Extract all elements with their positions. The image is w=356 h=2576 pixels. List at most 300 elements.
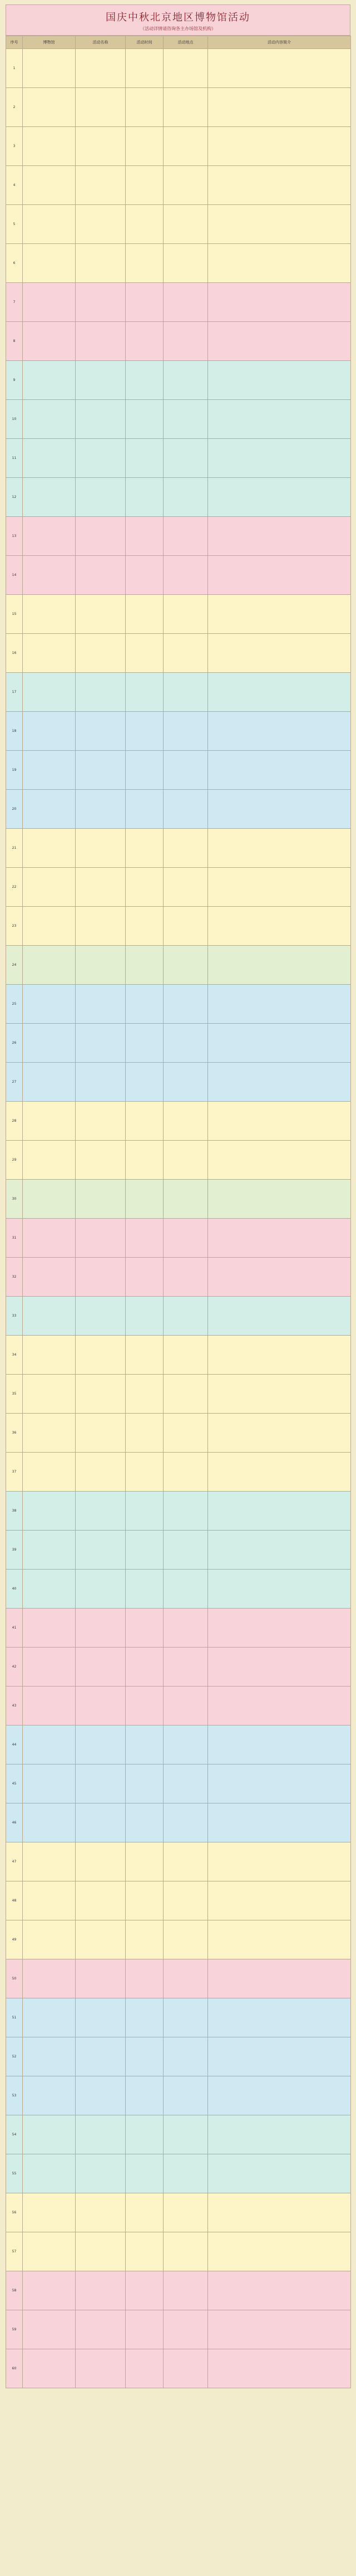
row-index: 27 bbox=[6, 1063, 23, 1102]
row-event-name bbox=[76, 127, 126, 166]
row-event-name bbox=[76, 1570, 126, 1609]
row-event-time bbox=[126, 1609, 164, 1648]
table-row bbox=[6, 244, 351, 283]
row-event-time bbox=[126, 1648, 164, 1687]
row-index: 15 bbox=[6, 595, 23, 634]
row-index: 4 bbox=[6, 166, 23, 205]
column-header-index: 序号 bbox=[6, 36, 23, 49]
row-index: 30 bbox=[6, 1180, 23, 1219]
row-event-description bbox=[208, 322, 351, 361]
row-event-description bbox=[208, 1375, 351, 1414]
table-row bbox=[6, 1453, 351, 1492]
row-event-name bbox=[76, 88, 126, 127]
row-event-description bbox=[208, 2193, 351, 2232]
row-index: 12 bbox=[6, 478, 23, 517]
table-row bbox=[6, 2115, 351, 2154]
row-museum bbox=[23, 1024, 76, 1063]
table-row bbox=[6, 322, 351, 361]
row-event-place bbox=[164, 127, 208, 166]
table-row bbox=[6, 1180, 351, 1219]
row-event-name bbox=[76, 361, 126, 400]
row-event-place bbox=[164, 1687, 208, 1726]
row-museum bbox=[23, 1920, 76, 1959]
table-row bbox=[6, 1726, 351, 1764]
row-index: 5 bbox=[6, 205, 23, 244]
table-row bbox=[6, 595, 351, 634]
row-event-place bbox=[164, 166, 208, 205]
row-event-description bbox=[208, 1297, 351, 1336]
row-event-time bbox=[126, 829, 164, 868]
row-museum bbox=[23, 556, 76, 595]
row-museum bbox=[23, 283, 76, 322]
table-row bbox=[6, 1063, 351, 1102]
row-event-time bbox=[126, 1414, 164, 1453]
row-event-place bbox=[164, 205, 208, 244]
table-row bbox=[6, 1920, 351, 1959]
table-row bbox=[6, 1024, 351, 1063]
row-index: 3 bbox=[6, 127, 23, 166]
row-museum bbox=[23, 1336, 76, 1375]
row-event-place bbox=[164, 361, 208, 400]
row-event-description bbox=[208, 88, 351, 127]
row-event-name bbox=[76, 322, 126, 361]
table-row bbox=[6, 283, 351, 322]
row-event-name bbox=[76, 1998, 126, 2037]
table-row bbox=[6, 1570, 351, 1609]
row-event-name bbox=[76, 439, 126, 478]
column-header-event-name: 活动名称 bbox=[76, 36, 126, 49]
row-index: 43 bbox=[6, 1687, 23, 1726]
row-museum bbox=[23, 1881, 76, 1920]
row-event-time bbox=[126, 1219, 164, 1258]
row-index: 17 bbox=[6, 673, 23, 712]
row-event-description bbox=[208, 1764, 351, 1803]
row-event-description bbox=[208, 244, 351, 283]
row-museum bbox=[23, 2232, 76, 2271]
row-event-description bbox=[208, 1414, 351, 1453]
row-event-description bbox=[208, 1453, 351, 1492]
row-event-time bbox=[126, 868, 164, 907]
row-event-place bbox=[164, 1726, 208, 1764]
table-row bbox=[6, 751, 351, 790]
row-event-name bbox=[76, 49, 126, 88]
row-index: 38 bbox=[6, 1492, 23, 1531]
row-museum bbox=[23, 1414, 76, 1453]
row-event-time bbox=[126, 517, 164, 556]
row-event-description bbox=[208, 907, 351, 946]
row-event-place bbox=[164, 1063, 208, 1102]
row-index: 28 bbox=[6, 1102, 23, 1141]
row-event-place bbox=[164, 595, 208, 634]
row-event-name bbox=[76, 829, 126, 868]
row-event-time bbox=[126, 634, 164, 673]
row-event-place bbox=[164, 439, 208, 478]
row-museum bbox=[23, 517, 76, 556]
row-index: 14 bbox=[6, 556, 23, 595]
row-event-place bbox=[164, 790, 208, 829]
page-title: 国庆中秋北京地区博物馆活动 bbox=[106, 12, 250, 23]
row-index: 29 bbox=[6, 1141, 23, 1180]
row-event-time bbox=[126, 1687, 164, 1726]
row-event-place bbox=[164, 1102, 208, 1141]
row-event-place bbox=[164, 2232, 208, 2271]
row-event-description bbox=[208, 400, 351, 439]
row-event-description bbox=[208, 712, 351, 751]
row-index: 40 bbox=[6, 1570, 23, 1609]
row-event-place bbox=[164, 1258, 208, 1297]
row-museum bbox=[23, 1102, 76, 1141]
row-museum bbox=[23, 2037, 76, 2076]
events-table bbox=[6, 36, 351, 2388]
row-museum bbox=[23, 1531, 76, 1570]
row-event-description bbox=[208, 1102, 351, 1141]
row-museum bbox=[23, 322, 76, 361]
row-index: 22 bbox=[6, 868, 23, 907]
row-museum bbox=[23, 1998, 76, 2037]
row-event-name bbox=[76, 1726, 126, 1764]
table-row bbox=[6, 88, 351, 127]
row-event-place bbox=[164, 1453, 208, 1492]
row-event-time bbox=[126, 751, 164, 790]
row-event-time bbox=[126, 1336, 164, 1375]
row-event-place bbox=[164, 1180, 208, 1219]
table-row bbox=[6, 2310, 351, 2349]
row-museum bbox=[23, 790, 76, 829]
row-event-time bbox=[126, 1063, 164, 1102]
row-event-description bbox=[208, 1648, 351, 1687]
row-event-time bbox=[126, 1531, 164, 1570]
row-museum bbox=[23, 712, 76, 751]
row-event-time bbox=[126, 2349, 164, 2388]
row-event-place bbox=[164, 1375, 208, 1414]
row-event-name bbox=[76, 2271, 126, 2310]
row-event-place bbox=[164, 907, 208, 946]
row-index: 53 bbox=[6, 2076, 23, 2115]
row-event-name bbox=[76, 400, 126, 439]
row-event-time bbox=[126, 127, 164, 166]
row-event-name bbox=[76, 2193, 126, 2232]
row-event-place bbox=[164, 1803, 208, 1842]
row-event-time bbox=[126, 2193, 164, 2232]
table-row bbox=[6, 946, 351, 985]
row-event-time bbox=[126, 907, 164, 946]
row-event-place bbox=[164, 2037, 208, 2076]
row-event-description bbox=[208, 595, 351, 634]
row-event-description bbox=[208, 1998, 351, 2037]
row-event-place bbox=[164, 1570, 208, 1609]
row-index: 52 bbox=[6, 2037, 23, 2076]
row-event-place bbox=[164, 1336, 208, 1375]
column-header-event-place: 活动地点 bbox=[164, 36, 208, 49]
row-event-description bbox=[208, 283, 351, 322]
row-event-place bbox=[164, 556, 208, 595]
row-museum bbox=[23, 2193, 76, 2232]
row-event-time bbox=[126, 1297, 164, 1336]
table-row bbox=[6, 1102, 351, 1141]
row-event-name bbox=[76, 1687, 126, 1726]
row-event-place bbox=[164, 88, 208, 127]
row-index: 55 bbox=[6, 2154, 23, 2193]
row-event-name bbox=[76, 1336, 126, 1375]
row-event-time bbox=[126, 1998, 164, 2037]
row-event-description bbox=[208, 1609, 351, 1648]
row-museum bbox=[23, 2115, 76, 2154]
row-event-time bbox=[126, 478, 164, 517]
row-event-place bbox=[164, 2310, 208, 2349]
table-row bbox=[6, 790, 351, 829]
row-index: 56 bbox=[6, 2193, 23, 2232]
row-museum bbox=[23, 985, 76, 1024]
table-row bbox=[6, 2037, 351, 2076]
row-event-time bbox=[126, 439, 164, 478]
row-museum bbox=[23, 868, 76, 907]
row-event-place bbox=[164, 1764, 208, 1803]
row-event-name bbox=[76, 1297, 126, 1336]
row-event-place bbox=[164, 1920, 208, 1959]
table-row bbox=[6, 1336, 351, 1375]
row-event-time bbox=[126, 712, 164, 751]
row-index: 11 bbox=[6, 439, 23, 478]
row-museum bbox=[23, 1570, 76, 1609]
row-event-time bbox=[126, 946, 164, 985]
row-museum bbox=[23, 1063, 76, 1102]
row-museum bbox=[23, 2271, 76, 2310]
row-museum bbox=[23, 166, 76, 205]
row-event-description bbox=[208, 1492, 351, 1531]
row-index: 49 bbox=[6, 1920, 23, 1959]
row-event-name bbox=[76, 244, 126, 283]
row-index: 36 bbox=[6, 1414, 23, 1453]
row-event-place bbox=[164, 49, 208, 88]
row-event-description bbox=[208, 1336, 351, 1375]
row-event-place bbox=[164, 400, 208, 439]
row-event-time bbox=[126, 1024, 164, 1063]
row-index: 18 bbox=[6, 712, 23, 751]
row-event-time bbox=[126, 1141, 164, 1180]
row-event-name bbox=[76, 907, 126, 946]
row-event-description bbox=[208, 1024, 351, 1063]
row-event-description bbox=[208, 1803, 351, 1842]
row-event-name bbox=[76, 2076, 126, 2115]
row-event-time bbox=[126, 1803, 164, 1842]
row-museum bbox=[23, 595, 76, 634]
row-event-description bbox=[208, 673, 351, 712]
row-event-description bbox=[208, 2349, 351, 2388]
table-row bbox=[6, 634, 351, 673]
row-event-name bbox=[76, 2154, 126, 2193]
row-museum bbox=[23, 2349, 76, 2388]
row-index: 41 bbox=[6, 1609, 23, 1648]
row-museum bbox=[23, 127, 76, 166]
row-event-description bbox=[208, 2232, 351, 2271]
table-row bbox=[6, 712, 351, 751]
row-museum bbox=[23, 1726, 76, 1764]
row-index: 25 bbox=[6, 985, 23, 1024]
table-row bbox=[6, 1881, 351, 1920]
table-row bbox=[6, 361, 351, 400]
row-event-place bbox=[164, 2154, 208, 2193]
row-event-time bbox=[126, 2232, 164, 2271]
row-event-place bbox=[164, 1881, 208, 1920]
page-subtitle: （活动详情请咨询各主办场馆及机构） bbox=[140, 26, 216, 31]
row-event-description bbox=[208, 1842, 351, 1881]
row-event-time bbox=[126, 2076, 164, 2115]
row-event-name bbox=[76, 1959, 126, 1998]
row-museum bbox=[23, 1453, 76, 1492]
row-museum bbox=[23, 2310, 76, 2349]
row-event-time bbox=[126, 556, 164, 595]
row-event-time bbox=[126, 1453, 164, 1492]
row-event-name bbox=[76, 985, 126, 1024]
row-event-time bbox=[126, 205, 164, 244]
row-museum bbox=[23, 907, 76, 946]
row-event-description bbox=[208, 1959, 351, 1998]
table-row bbox=[6, 1258, 351, 1297]
row-index: 20 bbox=[6, 790, 23, 829]
row-museum bbox=[23, 946, 76, 985]
table-row bbox=[6, 1609, 351, 1648]
row-event-name bbox=[76, 1609, 126, 1648]
row-event-name bbox=[76, 1063, 126, 1102]
row-event-time bbox=[126, 322, 164, 361]
row-event-place bbox=[164, 283, 208, 322]
row-event-time bbox=[126, 1764, 164, 1803]
row-index: 46 bbox=[6, 1803, 23, 1842]
row-event-time bbox=[126, 283, 164, 322]
table-row bbox=[6, 2232, 351, 2271]
row-event-time bbox=[126, 1920, 164, 1959]
row-event-description bbox=[208, 868, 351, 907]
row-event-name bbox=[76, 1375, 126, 1414]
row-museum bbox=[23, 1141, 76, 1180]
row-museum bbox=[23, 49, 76, 88]
row-index: 8 bbox=[6, 322, 23, 361]
row-event-name bbox=[76, 1024, 126, 1063]
table-row bbox=[6, 1297, 351, 1336]
row-event-description bbox=[208, 1687, 351, 1726]
row-event-description bbox=[208, 946, 351, 985]
row-event-description bbox=[208, 985, 351, 1024]
row-museum bbox=[23, 244, 76, 283]
row-event-time bbox=[126, 1180, 164, 1219]
row-event-time bbox=[126, 2271, 164, 2310]
row-index: 16 bbox=[6, 634, 23, 673]
table-row bbox=[6, 1219, 351, 1258]
row-event-place bbox=[164, 517, 208, 556]
row-event-description bbox=[208, 1063, 351, 1102]
table-row bbox=[6, 868, 351, 907]
row-event-name bbox=[76, 868, 126, 907]
column-header-event-time: 活动时间 bbox=[126, 36, 164, 49]
row-museum bbox=[23, 634, 76, 673]
table-row bbox=[6, 829, 351, 868]
row-event-name bbox=[76, 166, 126, 205]
row-event-place bbox=[164, 322, 208, 361]
row-event-description bbox=[208, 205, 351, 244]
page-footer-spacer bbox=[6, 2388, 350, 2396]
table-row bbox=[6, 1375, 351, 1414]
document-header bbox=[6, 4, 350, 36]
row-index: 31 bbox=[6, 1219, 23, 1258]
row-index: 6 bbox=[6, 244, 23, 283]
row-index: 33 bbox=[6, 1297, 23, 1336]
row-event-place bbox=[164, 1219, 208, 1258]
row-event-name bbox=[76, 2349, 126, 2388]
row-index: 42 bbox=[6, 1648, 23, 1687]
table-row bbox=[6, 1842, 351, 1881]
row-event-description bbox=[208, 478, 351, 517]
row-event-name bbox=[76, 1920, 126, 1959]
row-event-place bbox=[164, 2076, 208, 2115]
row-event-place bbox=[164, 2349, 208, 2388]
row-event-name bbox=[76, 2232, 126, 2271]
row-event-name bbox=[76, 2115, 126, 2154]
row-index: 59 bbox=[6, 2310, 23, 2349]
row-museum bbox=[23, 1492, 76, 1531]
row-index: 26 bbox=[6, 1024, 23, 1063]
row-event-time bbox=[126, 1842, 164, 1881]
row-event-time bbox=[126, 1726, 164, 1764]
row-event-name bbox=[76, 2037, 126, 2076]
row-event-time bbox=[126, 244, 164, 283]
row-event-name bbox=[76, 1492, 126, 1531]
row-event-time bbox=[126, 2115, 164, 2154]
row-museum bbox=[23, 1842, 76, 1881]
row-museum bbox=[23, 205, 76, 244]
table-row bbox=[6, 1998, 351, 2037]
row-event-time bbox=[126, 1881, 164, 1920]
row-event-description bbox=[208, 1180, 351, 1219]
row-event-description bbox=[208, 361, 351, 400]
row-index: 24 bbox=[6, 946, 23, 985]
row-index: 10 bbox=[6, 400, 23, 439]
row-event-name bbox=[76, 205, 126, 244]
row-event-time bbox=[126, 166, 164, 205]
row-event-time bbox=[126, 1258, 164, 1297]
row-event-time bbox=[126, 400, 164, 439]
row-index: 7 bbox=[6, 283, 23, 322]
column-header-event-description: 活动内容简介 bbox=[208, 36, 351, 49]
table-row bbox=[6, 2193, 351, 2232]
row-event-name bbox=[76, 1453, 126, 1492]
row-event-name bbox=[76, 283, 126, 322]
table-row bbox=[6, 1492, 351, 1531]
row-event-description bbox=[208, 2076, 351, 2115]
row-museum bbox=[23, 88, 76, 127]
table-row bbox=[6, 2349, 351, 2388]
row-event-description bbox=[208, 2310, 351, 2349]
row-museum bbox=[23, 2076, 76, 2115]
row-index: 37 bbox=[6, 1453, 23, 1492]
row-event-time bbox=[126, 595, 164, 634]
row-museum bbox=[23, 1258, 76, 1297]
row-index: 9 bbox=[6, 361, 23, 400]
row-event-description bbox=[208, 790, 351, 829]
row-event-time bbox=[126, 88, 164, 127]
row-event-description bbox=[208, 1141, 351, 1180]
row-event-place bbox=[164, 829, 208, 868]
table-header-row bbox=[6, 36, 351, 49]
row-index: 45 bbox=[6, 1764, 23, 1803]
row-event-name bbox=[76, 1881, 126, 1920]
document-page bbox=[6, 0, 350, 2396]
table-header bbox=[6, 36, 351, 49]
row-event-place bbox=[164, 2115, 208, 2154]
table-row bbox=[6, 517, 351, 556]
row-event-place bbox=[164, 751, 208, 790]
row-index: 19 bbox=[6, 751, 23, 790]
row-event-description bbox=[208, 1920, 351, 1959]
